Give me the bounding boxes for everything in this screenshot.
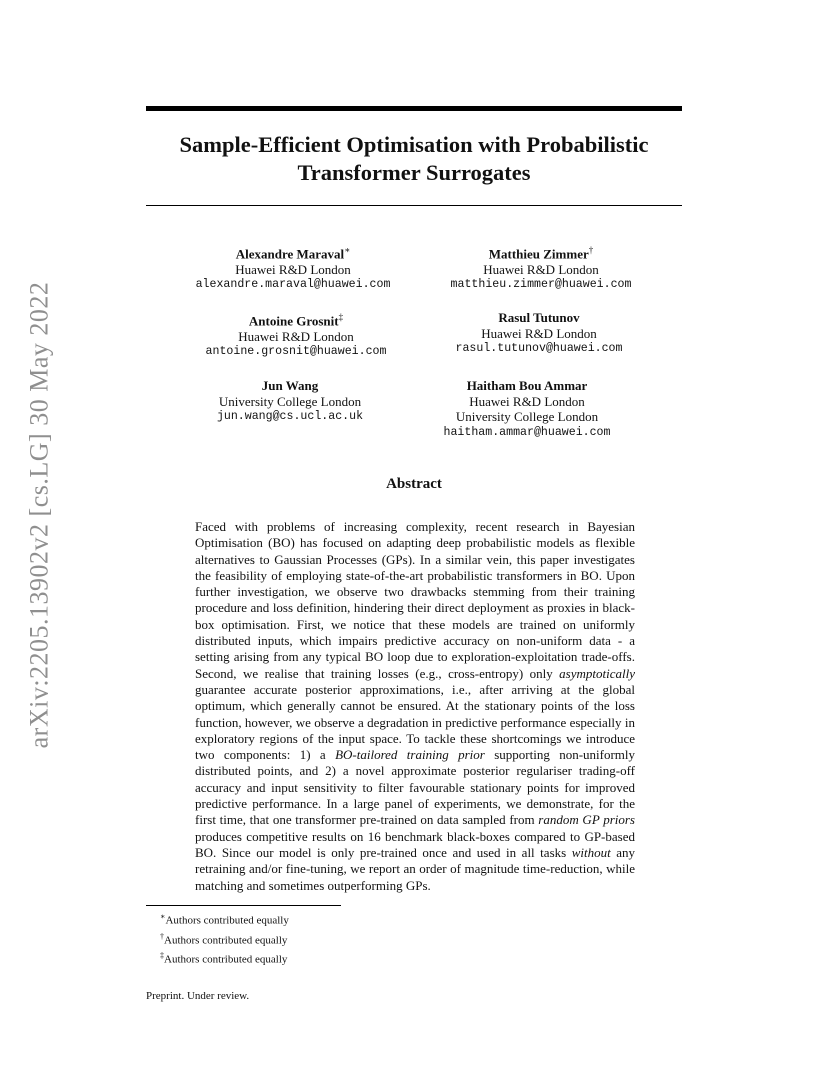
preprint-note: Preprint. Under review. (146, 990, 250, 1002)
author-email: alexandre.maraval@huawei.com (195, 278, 391, 292)
paper-title-line-1: Sample-Efficient Optimisation with Probabilistic (179, 132, 649, 157)
emphasis: random GP priors (538, 812, 635, 828)
author-email: jun.wang@cs.ucl.ac.uk (216, 410, 364, 423)
author-name: Alexandre Maraval∗ (235, 245, 351, 262)
arxiv-identifier (14, 275, 64, 755)
author-email: matthieu.zimmer@huawei.com (450, 278, 632, 292)
footnote-mark: † (160, 931, 164, 941)
footnote: ‡Authors contributed equally (160, 951, 288, 966)
emphasis: BO-tailored training prior (335, 747, 485, 763)
author-name: Jun Wang (261, 378, 319, 393)
author-block (389, 310, 689, 357)
author-mark: † (588, 245, 594, 255)
title-top-rule (146, 106, 682, 111)
footnote-mark: ∗ (160, 912, 166, 921)
paper-title-line-2: Transformer Surrogates (297, 160, 531, 185)
author-affiliation: Huawei R&D London (238, 328, 354, 344)
author-email: haitham.ammar@huawei.com (443, 425, 611, 439)
author-name: Rasul Tutunov (498, 310, 580, 325)
author-block (377, 378, 677, 440)
author-email: rasul.tutunov@huawei.com (455, 342, 623, 355)
footnote: ∗Authors contributed equally (160, 912, 289, 927)
author-email: antoine.grosnit@huawei.com (205, 345, 387, 359)
author-affiliation: Huawei R&D London (481, 325, 597, 341)
author-affiliation: Huawei R&D London (469, 393, 585, 409)
author-mark: ∗ (344, 245, 351, 255)
arxiv-identifier-text: arXiv:2205.13902v2 [cs.LG] 30 May 2022 (24, 281, 53, 749)
author-affiliation: Huawei R&D London (483, 261, 599, 277)
paper-title (146, 131, 682, 187)
footnote-rule (146, 905, 341, 906)
abstract-heading: Abstract (386, 476, 442, 492)
author-name: Antoine Grosnit‡ (248, 312, 344, 329)
author-name: Haitham Bou Ammar (466, 378, 588, 393)
author-affiliation: University College London (218, 393, 362, 409)
author-affiliation: University College London (455, 409, 599, 424)
footnote-mark: ‡ (160, 951, 164, 961)
author-name: Matthieu Zimmer† (488, 245, 594, 262)
emphasis: asymptotically (559, 665, 635, 681)
abstract-text: Faced with problems of increasing complexity, recent research in Bayesian Optimisation (BO) has focused on adapting deep probabilistic models as flexible alternatives to Gaussian Processes (GPs). In a similar vein, this paper investigates the feasibility of employing state-of-the-art probabilistic transformers in BO. Upon further investigation, we observe two drawbacks stemming from their training procedure and loss definition, hindering their direct deployment as proxies in black-box optimisation. First, we notice that these models are trained on uniformly distributed inputs, which impairs predictive accuracy on non-uniform data - a setting arising from any typical BO loop due to exploration-exploitation trade-offs. Second, we realise that training losses (e.g., cross-entropy) only asymptotically guarantee accurate posterior approximations, i.e., after arriving at the global optimum, which generally cannot be ensured. At the stationary points of the loss function, however, we observe a degradation in predictive performance especially in exploratory regions of the input space. To tackle these shortcomings we introduce two components: 1) a BO-tailored training prior supporting non-uniformly distributed points, and 2) a novel approximate posterior regulariser trading-off accuracy and input sensitivity to filter favourable stationary points for improved predictive performance. In a large panel of experiments, we demonstrate, for the first time, that one transformer pre-trained on data sampled from random GP priors produces competitive results on 16 benchmark black-boxes compared to GP-based BO. Since our model is only pre-trained once and used in all tasks without any retraining and/or fine-tuning, we report an order of magnitude time-reduction, while matching and sometimes outperforming GPs. (195, 519, 636, 893)
emphasis: without (571, 844, 611, 860)
footnote: †Authors contributed equally (160, 931, 288, 947)
author-mark: ‡ (338, 312, 344, 322)
title-bottom-rule (146, 205, 682, 206)
author-affiliation: Huawei R&D London (235, 261, 351, 277)
footnotes (160, 909, 289, 968)
author-block (391, 243, 691, 293)
